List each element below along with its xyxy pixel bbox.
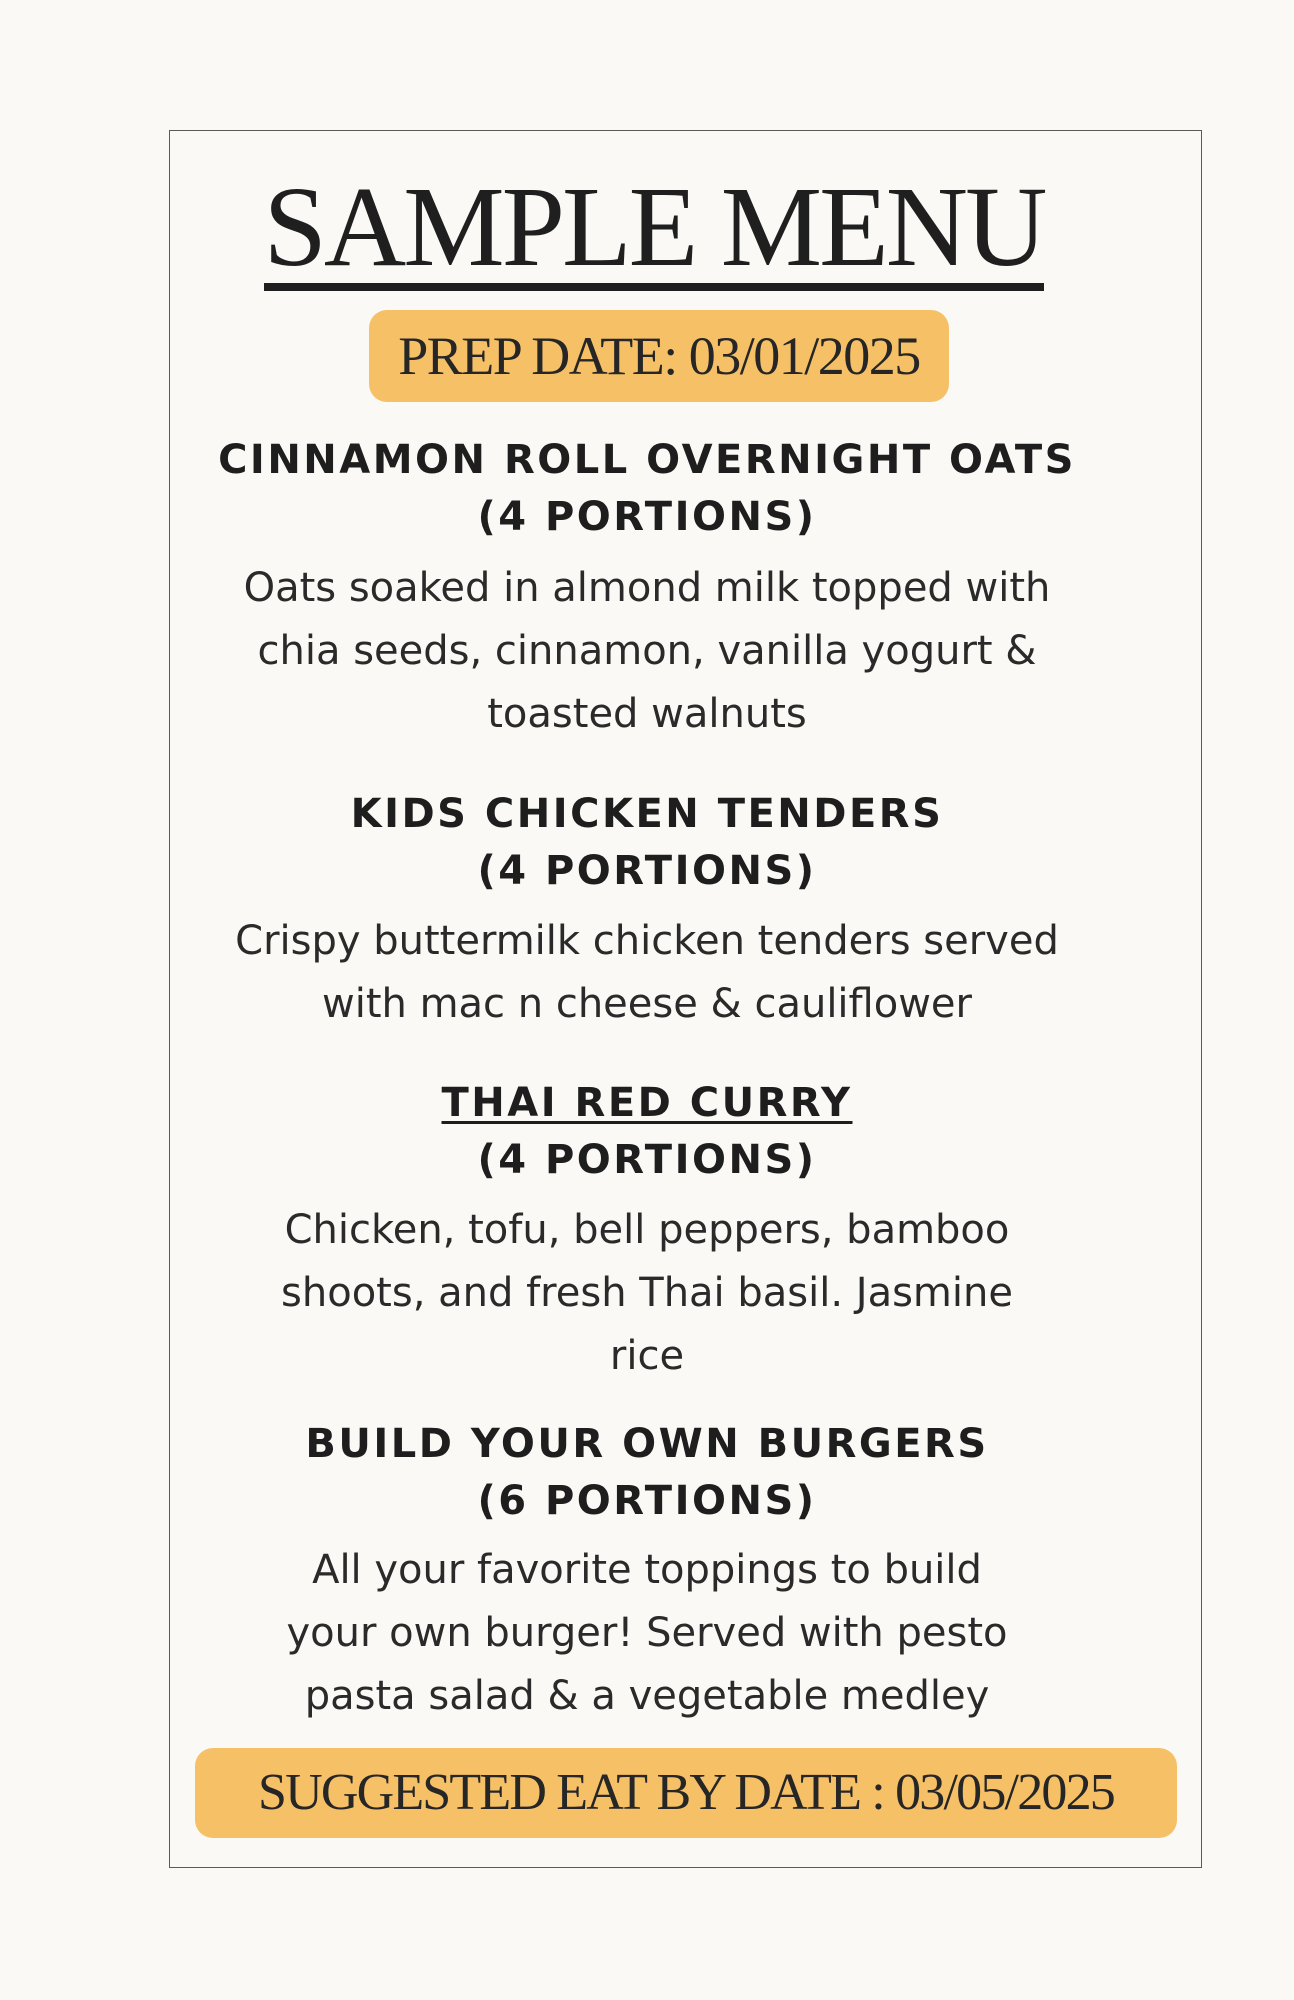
description-line: All your favorite toppings to build: [312, 1547, 982, 1593]
description-line: chia seeds, cinnamon, vanilla yogurt &: [257, 628, 1037, 674]
menu-item-portions: (4 PORTIONS): [477, 848, 817, 894]
description-line: with mac n cheese & cauliflower: [322, 981, 972, 1027]
menu-item-heading: [0, 432, 1294, 546]
menu-item-description: [0, 557, 1294, 746]
description-line: pasta salad & a vegetable medley: [304, 1673, 990, 1719]
description-line: rice: [609, 1333, 685, 1379]
menu-item-name: CINNAMON ROLL OVERNIGHT OATS: [218, 437, 1076, 483]
description-line: Oats soaked in almond milk topped with: [243, 565, 1051, 611]
menu-item-description: [0, 1199, 1294, 1388]
menu-item-heading: [0, 1416, 1294, 1530]
menu-item-description: [0, 1539, 1294, 1728]
description-line: Chicken, tofu, bell peppers, bamboo: [284, 1207, 1010, 1253]
eat-by-date-badge: SUGGESTED EAT BY DATE : 03/05/2025: [195, 1748, 1177, 1838]
menu-item-name: BUILD YOUR OWN BURGERS: [305, 1421, 989, 1467]
menu-item-name: THAI RED CURRY: [441, 1080, 853, 1126]
menu-item-heading: [0, 1075, 1294, 1189]
menu-item-portions: (6 PORTIONS): [477, 1478, 817, 1524]
menu-item-name: KIDS CHICKEN TENDERS: [350, 791, 944, 837]
description-line: Crispy buttermilk chicken tenders served: [235, 918, 1059, 964]
description-line: shoots, and fresh Thai basil. Jasmine: [281, 1270, 1013, 1316]
description-line: your own burger! Served with pesto: [286, 1610, 1008, 1656]
menu-item-portions: (4 PORTIONS): [477, 1137, 817, 1183]
menu-item-heading: [0, 786, 1294, 900]
menu-title: SAMPLE MENU: [263, 163, 1045, 290]
description-line: toasted walnuts: [487, 691, 807, 737]
menu-item-description: [0, 910, 1294, 1036]
menu-item-portions: (4 PORTIONS): [477, 494, 817, 540]
prep-date-badge: PREP DATE: 03/01/2025: [369, 310, 949, 402]
